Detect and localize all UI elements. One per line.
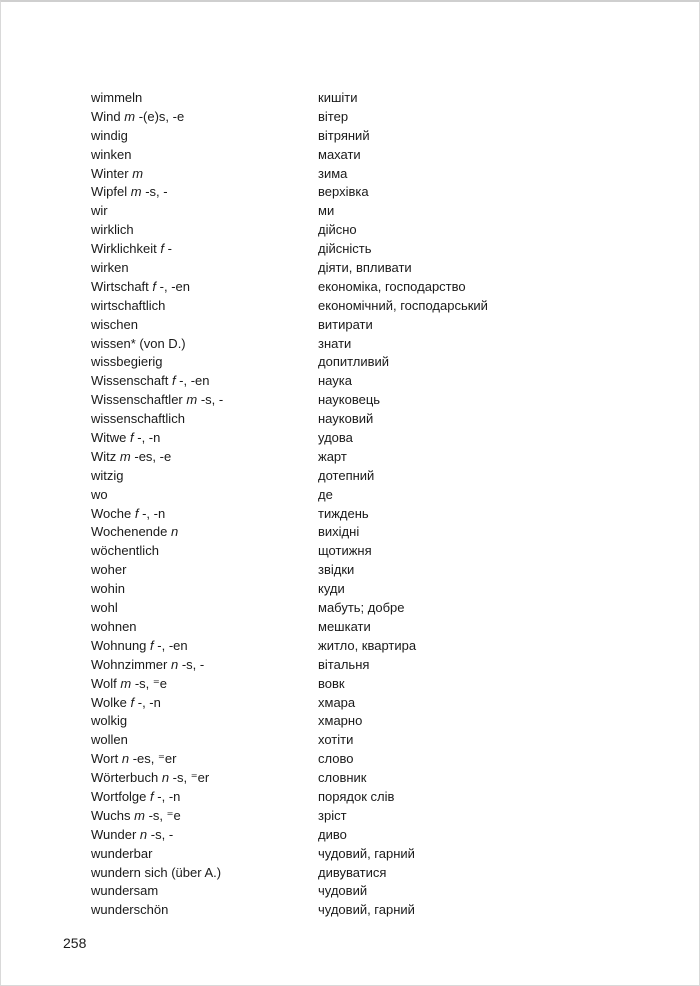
german-word	[91, 391, 223, 410]
inflection: -, -en	[175, 373, 210, 389]
german-word	[91, 637, 188, 656]
german-word	[91, 769, 209, 788]
ukrainian-translation: хмара	[318, 694, 356, 710]
inflection: -s, ⁼e	[144, 807, 181, 823]
ukrainian-translation: житло, квартира	[318, 637, 417, 653]
headword: wundersam	[91, 883, 159, 899]
dictionary-entry	[1, 845, 700, 864]
headword: wischen	[91, 316, 138, 332]
ukrainian-translation: вітер	[318, 108, 349, 124]
gender-marker: f	[130, 694, 135, 710]
ukrainian-translation: де	[318, 486, 333, 502]
dictionary-entry	[1, 165, 700, 184]
inflection: -es, ⁼er	[129, 751, 177, 767]
ukrainian-translation: жарт	[318, 448, 347, 464]
gender-marker: f	[134, 505, 139, 521]
inflection: -s, -	[141, 184, 168, 200]
inflection: -(e)s, -e	[135, 108, 185, 124]
dictionary-entry	[1, 240, 700, 259]
inflection: -s, -	[197, 392, 224, 408]
german-word	[91, 429, 160, 448]
ukrainian-translation: диво	[318, 826, 347, 842]
german-word	[91, 259, 129, 278]
headword: Woche	[91, 505, 132, 521]
german-word	[91, 675, 167, 694]
ukrainian-translation: хотіти	[318, 732, 354, 748]
ukrainian-translation: щотижня	[318, 543, 372, 559]
german-word	[91, 599, 118, 618]
dictionary-entry	[1, 316, 700, 335]
german-word	[91, 486, 108, 505]
headword: windig	[91, 127, 128, 143]
dictionary-entry	[1, 183, 700, 202]
headword: winken	[91, 146, 132, 162]
german-word	[91, 523, 178, 542]
headword: wollen	[91, 732, 128, 748]
headword: wirklich	[91, 222, 134, 238]
dictionary-entry	[1, 278, 700, 297]
german-word	[91, 826, 173, 845]
german-word	[91, 864, 221, 883]
inflection: -, -n	[153, 788, 181, 804]
dictionary-entry	[1, 580, 700, 599]
headword: Witwe	[91, 430, 127, 446]
german-word	[91, 165, 143, 184]
dictionary-entry	[1, 675, 700, 694]
headword: Wörterbuch	[91, 770, 159, 786]
headword: Wirtschaft	[91, 278, 149, 294]
dictionary-entry	[1, 769, 700, 788]
gender-marker: m	[186, 392, 198, 408]
gender-marker: n	[121, 751, 130, 767]
headword: Wohnzimmer	[91, 656, 168, 672]
headword: Wortfolge	[91, 788, 147, 804]
inflection: -, -n	[133, 430, 161, 446]
german-word	[91, 505, 165, 524]
ukrainian-translation: верхівка	[318, 184, 369, 200]
german-word	[91, 316, 138, 335]
headword: Wolf	[91, 675, 117, 691]
dictionary-entry	[1, 259, 700, 278]
german-word	[91, 694, 161, 713]
ukrainian-translation: хмарно	[318, 713, 363, 729]
german-word	[91, 882, 158, 901]
dictionary-entry	[1, 542, 700, 561]
ukrainian-translation: слово	[318, 751, 354, 767]
german-word	[91, 297, 165, 316]
german-word	[91, 240, 172, 259]
german-word	[91, 731, 128, 750]
headword: wimmeln	[91, 90, 143, 105]
german-word	[91, 901, 168, 920]
ukrainian-translation: наука	[318, 373, 352, 389]
dictionary-entry	[1, 486, 700, 505]
gender-marker: n	[161, 770, 170, 786]
ukrainian-translation: витирати	[318, 316, 373, 332]
german-word	[91, 788, 180, 807]
dictionary-entry	[1, 297, 700, 316]
dictionary-entry	[1, 750, 700, 769]
ukrainian-translation: ми	[318, 203, 335, 219]
headword: wirken	[91, 260, 129, 276]
headword: wunderbar	[91, 845, 153, 861]
dictionary-entry	[1, 826, 700, 845]
gender-marker: m	[130, 184, 142, 200]
ukrainian-translation: удова	[318, 430, 353, 446]
ukrainian-translation: дійсність	[318, 241, 372, 257]
gender-marker: n	[139, 826, 148, 842]
ukrainian-translation: мабуть; добре	[318, 600, 405, 616]
headword: wirtschaftlich	[91, 297, 166, 313]
german-word	[91, 410, 185, 429]
german-word	[91, 750, 176, 769]
inflection: -s, ⁼e	[131, 675, 167, 691]
ukrainian-translation: діяти, впливати	[318, 260, 412, 276]
headword: wissen* (von D.)	[91, 335, 186, 351]
ukrainian-translation: економічний, господарський	[318, 297, 488, 313]
dictionary-entry	[1, 429, 700, 448]
headword: wolkig	[91, 713, 128, 729]
inflection: -es, -e	[130, 448, 172, 464]
dictionary-entry	[1, 467, 700, 486]
gender-marker: n	[171, 524, 179, 540]
inflection: -s, ⁼er	[169, 770, 210, 786]
ukrainian-translation: економіка, господарство	[318, 278, 466, 294]
inflection: -s, -	[178, 656, 205, 672]
ukrainian-translation: дивуватися	[318, 864, 387, 880]
page-number: 258	[63, 935, 87, 951]
german-word	[91, 807, 181, 826]
gender-marker: m	[124, 108, 136, 124]
headword: Wolke	[91, 694, 127, 710]
dictionary-entry	[1, 89, 700, 108]
ukrainian-translation: знати	[318, 335, 352, 351]
dictionary-entry	[1, 127, 700, 146]
dictionary-entry	[1, 788, 700, 807]
ukrainian-translation: науковий	[318, 411, 374, 427]
gender-marker: m	[132, 165, 144, 181]
headword: Witz	[91, 448, 117, 464]
dictionary-entry	[1, 202, 700, 221]
dictionary-entry	[1, 731, 700, 750]
german-word	[91, 183, 168, 202]
headword: Wohnung	[91, 637, 147, 653]
german-word	[91, 580, 125, 599]
headword: witzig	[91, 467, 124, 483]
headword: wohin	[91, 581, 125, 597]
dictionary-entry	[1, 618, 700, 637]
headword: Wochenende	[91, 524, 168, 540]
german-word	[91, 561, 126, 580]
dictionary-entry	[1, 448, 700, 467]
german-word	[91, 127, 128, 146]
german-word	[91, 89, 142, 108]
dictionary-entry	[1, 391, 700, 410]
german-word	[91, 467, 124, 486]
ukrainian-translation: чудовий	[318, 883, 368, 899]
ukrainian-translation: куди	[318, 581, 345, 597]
inflection: -, -n	[138, 505, 166, 521]
headword: wundern sich (über A.)	[91, 864, 222, 880]
ukrainian-translation: словник	[318, 770, 367, 786]
headword: wohl	[91, 600, 118, 616]
ukrainian-translation: вітряний	[318, 127, 370, 143]
german-word	[91, 372, 210, 391]
headword: woher	[91, 562, 127, 578]
headword: Wuchs	[91, 807, 131, 823]
headword: Wunder	[91, 826, 137, 842]
ukrainian-translation: тиждень	[318, 505, 369, 521]
gender-marker: f	[130, 430, 134, 446]
ukrainian-translation: дійсно	[318, 222, 357, 238]
german-word	[91, 108, 184, 127]
dictionary-entry	[1, 505, 700, 524]
gender-marker: f	[152, 278, 157, 294]
ukrainian-translation: звідки	[318, 562, 355, 578]
german-word	[91, 542, 159, 561]
german-word	[91, 146, 131, 165]
ukrainian-translation: мешкати	[318, 618, 371, 634]
headword: Wissenschaft	[91, 373, 169, 389]
gender-marker: m	[119, 448, 131, 464]
gender-marker: f	[171, 373, 176, 389]
headword: Wirklichkeit	[91, 241, 157, 257]
dictionary-entry	[1, 146, 700, 165]
dictionary-entry	[1, 637, 700, 656]
german-word	[91, 845, 152, 864]
headword: wir	[91, 203, 108, 219]
dictionary-entry	[1, 807, 700, 826]
dictionary-entry	[1, 335, 700, 354]
headword: Wipfel	[91, 184, 128, 200]
headword: Winter	[91, 165, 129, 181]
inflection: -, -en	[156, 278, 191, 294]
ukrainian-translation: махати	[318, 146, 361, 162]
gender-marker: n	[170, 656, 179, 672]
german-word	[91, 202, 108, 221]
dictionary-entry	[1, 221, 700, 240]
ukrainian-translation: зріст	[318, 807, 347, 823]
ukrainian-translation: вітальня	[318, 656, 370, 672]
dictionary-entry	[1, 656, 700, 675]
german-word	[91, 618, 137, 637]
ukrainian-translation: вовк	[318, 675, 345, 691]
inflection: -	[163, 241, 172, 257]
gender-marker: f	[150, 788, 154, 804]
gender-marker: f	[160, 241, 164, 257]
headword: Wind	[91, 108, 121, 124]
inflection: -, -en	[153, 637, 188, 653]
headword: wissenschaftlich	[91, 411, 185, 427]
gender-marker: m	[120, 675, 132, 691]
dictionary-entry	[1, 901, 700, 920]
dictionary-entry	[1, 410, 700, 429]
dictionary-entry	[1, 108, 700, 127]
inflection: -, -n	[134, 694, 161, 710]
german-word	[91, 335, 186, 354]
headword: wohnen	[91, 618, 137, 634]
ukrainian-translation: кишіти	[318, 90, 358, 105]
dictionary-entry	[1, 694, 700, 713]
german-word	[91, 221, 134, 240]
german-word	[91, 448, 171, 467]
dictionary-entry	[1, 372, 700, 391]
dictionary-entry	[1, 864, 700, 883]
german-word	[91, 278, 190, 297]
german-word	[91, 656, 204, 675]
ukrainian-translation: науковець	[318, 392, 381, 408]
dictionary-entry	[1, 353, 700, 372]
headword: Wort	[91, 751, 119, 767]
ukrainian-translation: допитливий	[318, 354, 390, 370]
ukrainian-translation: вихідні	[318, 524, 360, 540]
ukrainian-translation: чудовий, гарний	[318, 902, 415, 918]
inflection: -s, -	[147, 826, 174, 842]
headword: wöchentlich	[91, 543, 159, 559]
ukrainian-translation: чудовий, гарний	[318, 845, 415, 861]
gender-marker: m	[134, 807, 145, 823]
entry-list	[1, 89, 700, 920]
gender-marker: f	[150, 637, 154, 653]
dictionary-entry	[1, 561, 700, 580]
german-word	[91, 353, 163, 372]
dictionary-entry	[1, 712, 700, 731]
headword: wo	[91, 486, 108, 502]
dictionary-entry	[1, 599, 700, 618]
ukrainian-translation: дотепний	[318, 467, 375, 483]
headword: wissbegierig	[91, 354, 163, 370]
dictionary-entry	[1, 523, 700, 542]
headword: Wissenschaftler	[91, 392, 183, 408]
headword: wunderschön	[91, 902, 169, 918]
dictionary-entry	[1, 882, 700, 901]
ukrainian-translation: порядок слів	[318, 788, 395, 804]
german-word	[91, 712, 127, 731]
ukrainian-translation: зима	[318, 165, 348, 181]
